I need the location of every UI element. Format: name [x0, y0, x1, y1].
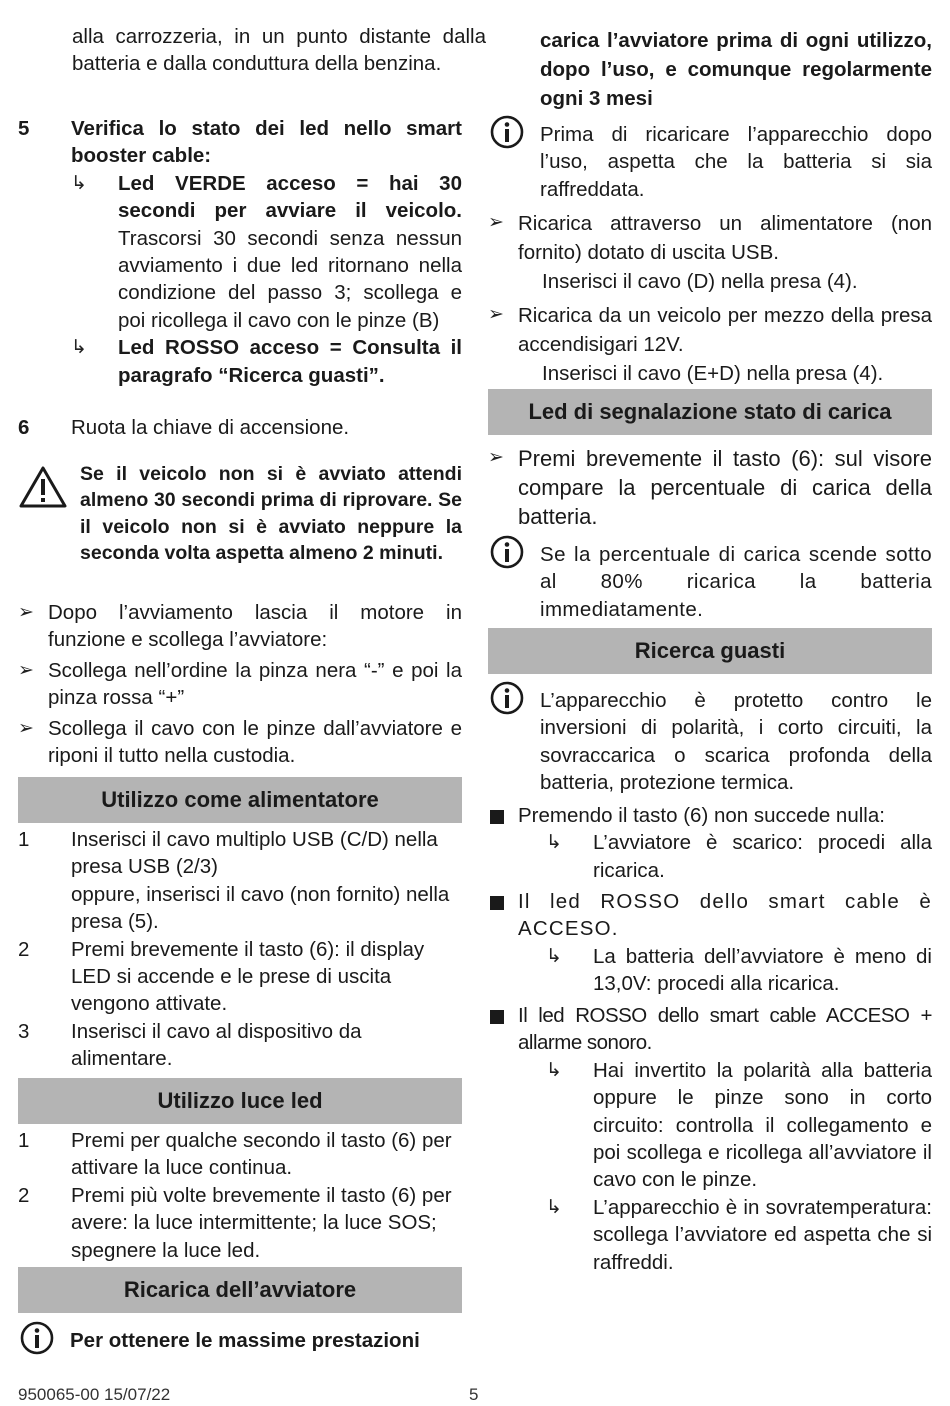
step-item [18, 1018, 462, 1073]
arrow-bullet-icon: ➢ [488, 304, 504, 325]
bullet-item [18, 599, 462, 654]
info-text: Se la percentuale di carica scende sotto al 80% ricarica la batteria immediatamente. [540, 543, 932, 621]
bullet-item [18, 715, 462, 770]
step-number: 1 [18, 1129, 30, 1152]
bullet-text: Scollega il cavo con le pinze dall’avviatore e riponi il tutto nella custodia. [48, 716, 462, 768]
square-bullet-icon [490, 896, 504, 910]
bullet-text: Premi brevemente il tasto (6): sul visore compare la percentuale di carica della batteria. [518, 446, 932, 529]
sub-item [71, 170, 462, 334]
sub-bold: Led VERDE acceso = hai 30 secondi per avviare il veicolo. [118, 171, 462, 223]
arrow-bullet-icon: ➢ [488, 212, 504, 233]
step-6 [18, 414, 462, 441]
step-number: 6 [18, 416, 30, 439]
arrow-bullet-icon: ➢ [18, 602, 34, 623]
step-number: 3 [18, 1019, 30, 1043]
bullet-item [488, 444, 932, 531]
info-note [18, 1327, 462, 1354]
arrow-bullet-icon: ➢ [488, 447, 504, 468]
guasti-text: Premendo il tasto (6) non succede nulla: [518, 804, 885, 827]
guasti-item [488, 802, 932, 884]
intro-text: alla carrozzeria, in un punto distante dalla batteria e dalla conduttura della benzina. [72, 25, 486, 76]
step-text: Inserisci il cavo multiplo USB (C/D) nella presa USB (2/3) [71, 828, 438, 879]
guasti-text: Il led ROSSO dello smart cable è ACCESO. [518, 890, 932, 941]
sub-item [71, 334, 462, 389]
step-5 [18, 115, 462, 389]
warning-note [18, 461, 462, 567]
section-heading-guasti: Ricerca guasti [488, 628, 932, 674]
info-text: Per ottenere le massime prestazioni [70, 1329, 420, 1352]
info-circle-icon [20, 1321, 54, 1355]
bullet-text: Scollega nell’ordine la pinza nera “-” e poi la pinza rossa “+” [48, 658, 462, 710]
after-start-list [18, 599, 462, 769]
step-text: Premi per qualche secondo il tasto (6) per attivare la luce continua. [71, 1129, 452, 1180]
bullet-item [488, 209, 932, 296]
arrow-bullet-icon: ➢ [18, 717, 34, 739]
bullet-text: Ricarica attraverso un alimentatore (non fornito) dotato di uscita USB. [518, 212, 932, 264]
section-heading-led: Led di segnalazione stato di carica [488, 389, 932, 435]
guasti-item [488, 1002, 932, 1276]
footer-code: 950065-00 15/07/22 [18, 1385, 171, 1404]
sub-text: L’avviatore è scarico: procedi alla ricarica. [593, 831, 932, 882]
warning-text: Se il veicolo non si è avviato attendi almeno 30 secondi prima di riprovare. Se il veicolo non si è avviato neppure la seconda volta aspetta almeno 2 minuti. [80, 463, 462, 565]
sub-item [546, 1057, 932, 1194]
info-note [488, 121, 932, 203]
step-text: Premi brevemente il tasto (6): il display LED si accende e le prese di uscita vengono attivate. [71, 937, 425, 1016]
bullet-text: Dopo l’avviamento lascia il motore in funzione e scollega l’avviatore: [48, 601, 462, 652]
sub-item [546, 1194, 932, 1276]
arrow-sub-icon: ↳ [546, 832, 562, 854]
step-text: Verifica lo stato dei led nello smart booster cable: [71, 117, 462, 168]
arrow-sub-icon: ↳ [71, 337, 87, 359]
bullet-item [18, 657, 462, 712]
step-item [18, 1182, 462, 1264]
guasti-text: Il led ROSSO dello smart cable ACCESO + allarme sonoro. [518, 1004, 932, 1055]
step-text: oppure, inserisci il cavo (non fornito) nella presa (5). [71, 882, 450, 934]
alimentatore-steps [18, 826, 462, 1073]
info-circle-icon [490, 681, 524, 715]
section-heading-luce: Utilizzo luce led [18, 1078, 462, 1124]
section-heading-alimentatore: Utilizzo come alimentatore [18, 777, 462, 823]
warning-triangle-icon [18, 465, 68, 509]
info-circle-icon [490, 535, 524, 569]
bullet-text: Ricarica da un veicolo per mezzo della presa accendisigari 12V. [518, 304, 932, 356]
step-number: 5 [18, 117, 30, 140]
step-number: 2 [18, 937, 30, 961]
sub-text: Trascorsi 30 secondi senza nessun avviamento i due led ritornano nella condizione del passo 3; scollega e poi ricollega il cavo con le pinze (B) [118, 226, 462, 332]
step-text: Ruota la chiave di accensione. [71, 416, 350, 439]
arrow-sub-icon: ↳ [71, 172, 87, 194]
sub-bold: Led ROSSO acceso = Consulta il paragrafo “Ricerca guasti”. [118, 336, 462, 387]
bullet-item [488, 301, 932, 388]
info-text: L’apparecchio è protetto contro le inversioni di polarità, i corto circuiti, la sovraccarica o scarica profonda della batteria, protezione termica. [540, 689, 932, 795]
arrow-bullet-icon: ➢ [18, 659, 34, 681]
page-number: 5 [469, 1385, 479, 1404]
step-item [18, 1127, 462, 1182]
step-text: Inserisci il cavo al dispositivo da alimentare. [71, 1019, 362, 1071]
sub-item [546, 829, 932, 884]
sub-item [546, 943, 932, 998]
info-circle-icon [490, 115, 524, 149]
step-number: 2 [18, 1183, 30, 1207]
arrow-sub-icon: ↳ [546, 945, 562, 967]
bullet-subtext: Inserisci il cavo (D) nella presa (4). [542, 270, 858, 293]
step-text: Premi più volte brevemente il tasto (6) per avere: la luce intermittente; la luce SOS; spegnere la luce led. [71, 1183, 452, 1262]
ricarica-info-continued: carica l’avviatore prima di ogni utilizzo, dopo l’uso, e comunque regolarmente ogni 3 mesi [540, 29, 932, 110]
sub-text: Hai invertito la polarità alla batteria oppure le pinze sono in corto circuito: controlla il collegamento e poi scollega e ricollega all’avviatore il cavo con le pinze. [593, 1058, 932, 1192]
square-bullet-icon [490, 810, 504, 824]
arrow-sub-icon: ↳ [546, 1059, 562, 1081]
step-item [18, 936, 462, 1018]
sub-text: L’apparecchio è in sovratemperatura: scollega l’avviatore ed aspetta che si raffreddi. [593, 1195, 932, 1274]
info-text: Prima di ricaricare l’apparecchio dopo l’uso, aspetta che la batteria si sia raffreddata. [540, 123, 932, 201]
guasti-item [488, 888, 932, 998]
bullet-subtext: Inserisci il cavo (E+D) nella presa (4). [542, 362, 884, 385]
luce-steps [18, 1127, 462, 1264]
info-note [488, 541, 932, 623]
step-number: 1 [18, 828, 30, 851]
step-item [18, 826, 462, 936]
square-bullet-icon [490, 1010, 504, 1024]
info-note [488, 687, 932, 797]
section-heading-ricarica: Ricarica dell’avviatore [18, 1267, 462, 1313]
sub-text: La batteria dell’avviatore è meno di 13,0V: procedi alla ricarica. [593, 944, 932, 996]
arrow-sub-icon: ↳ [546, 1196, 562, 1218]
